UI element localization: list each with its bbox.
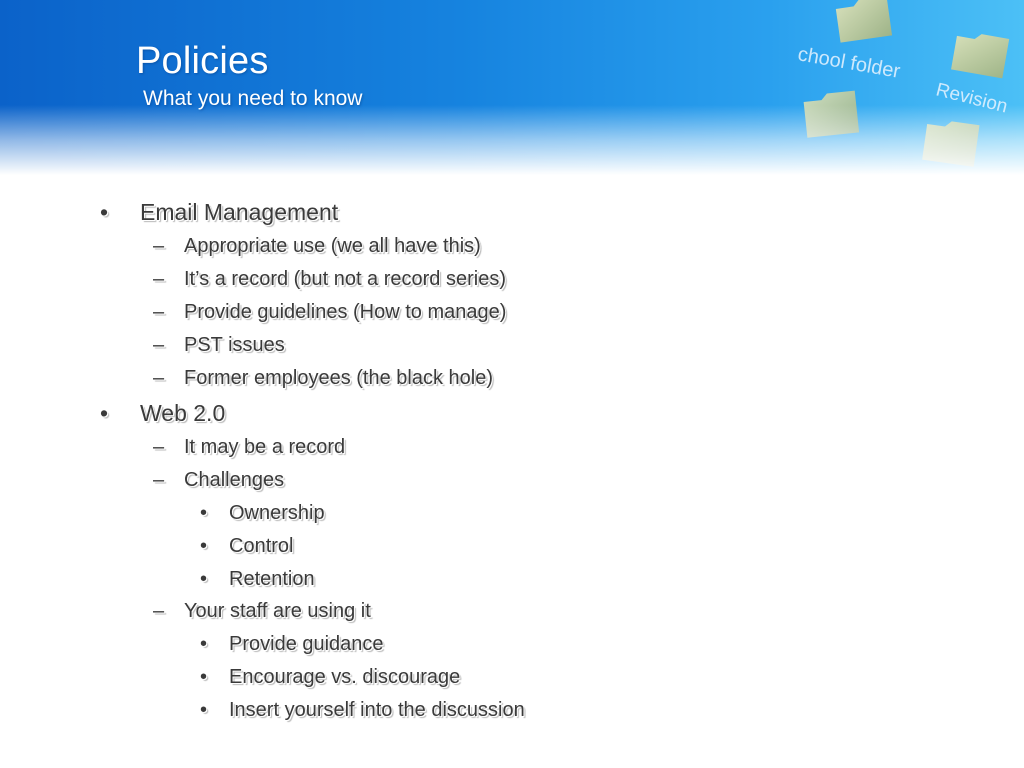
dash-marker: – (153, 436, 165, 458)
list-item-text: Former employees (the black hole) (184, 367, 494, 389)
list-item (153, 301, 507, 324)
list-item (153, 334, 285, 357)
list-item-text: Provide guidelines (How to manage) (184, 301, 507, 323)
bullet-marker: • (200, 502, 208, 524)
list-item (200, 666, 461, 689)
list-item-text: Insert yourself into the discussion (229, 699, 525, 721)
list-item (100, 199, 339, 226)
bullet-marker: • (100, 400, 109, 426)
list-item (153, 469, 285, 492)
list-item (200, 699, 525, 722)
list-item-text: Challenges (184, 469, 285, 491)
list-item (200, 633, 384, 656)
list-item (100, 400, 226, 427)
dash-marker: – (153, 469, 165, 491)
dash-marker: – (153, 600, 165, 622)
list-item-text: Encourage vs. discourage (229, 666, 461, 688)
bullet-marker: • (100, 199, 109, 225)
list-item (153, 268, 506, 291)
list-item (153, 367, 494, 390)
bullet-marker: • (200, 699, 208, 721)
list-item (153, 235, 481, 258)
dash-marker: – (153, 268, 165, 290)
bullet-marker: • (200, 666, 208, 688)
dash-marker: – (153, 235, 165, 257)
list-item (153, 436, 346, 459)
list-item-text: It may be a record (184, 436, 346, 458)
list-item-text: It’s a record (but not a record series) (184, 268, 506, 290)
bullet-marker: • (200, 535, 208, 557)
list-item-text: Your staff are using it (184, 600, 371, 622)
list-item (200, 535, 294, 558)
bullet-marker: • (200, 568, 208, 590)
list-item-text: Web 2.0 (140, 400, 226, 426)
dash-marker: – (153, 367, 165, 389)
slide-title: Policies (136, 40, 269, 82)
list-item-text: Appropriate use (we all have this) (184, 235, 481, 257)
list-item-text: Control (229, 535, 294, 557)
list-item-text: Retention (229, 568, 315, 590)
list-item-text: Provide guidance (229, 633, 384, 655)
slide-subtitle: What you need to know (143, 87, 363, 110)
list-item (200, 568, 315, 591)
list-item-text: PST issues (184, 334, 285, 356)
list-item (200, 502, 325, 525)
dash-marker: – (153, 301, 165, 323)
list-item-text: Ownership (229, 502, 325, 524)
bullet-marker: • (200, 633, 208, 655)
list-item-text: Email Management (140, 199, 339, 225)
dash-marker: – (153, 334, 165, 356)
list-item (153, 600, 371, 623)
